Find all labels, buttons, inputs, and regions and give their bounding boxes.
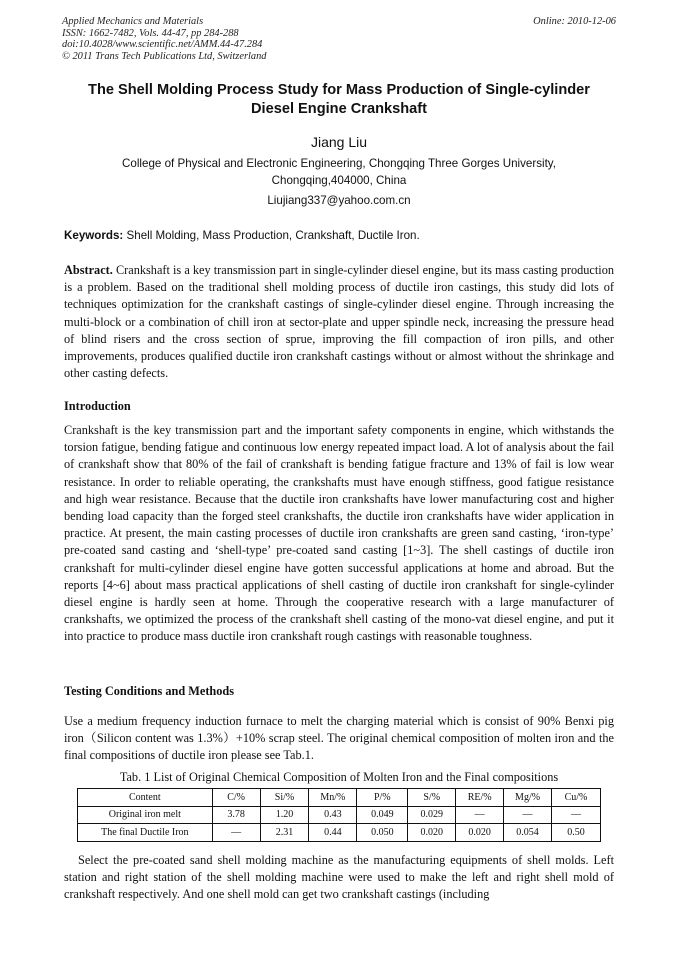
abstract-label: Abstract. [64, 263, 113, 277]
journal-header [62, 16, 266, 62]
table-cell: 2.31 [260, 824, 309, 842]
table-header-row [78, 789, 601, 807]
table-cell: 0.50 [552, 824, 601, 842]
composition-table [77, 788, 601, 842]
affiliation-line-2: Chongqing,404000, China [271, 173, 407, 187]
table-header-cell: S/% [408, 789, 456, 807]
title-line-1: The Shell Molding Process Study for Mass Production of Single-cylinder [88, 82, 590, 98]
table-row [78, 824, 601, 842]
author-name: Jiang Liu [310, 134, 368, 150]
table-cell: 0.43 [309, 806, 357, 824]
testing-heading: Testing Conditions and Methods [64, 684, 235, 698]
table-cell: 0.054 [504, 824, 552, 842]
title-line-2: Diesel Engine Crankshaft [251, 101, 427, 117]
paper-title [40, 81, 638, 119]
abstract-text: Crankshaft is a key transmission part in single-cylinder diesel engine, but its mass casting production is a problem. Based on the traditional shell molding process of ductile iron castings, this study did lots of techniques optimization for the crankshaft castings of single-cylinder diesel engine. Through increasing the multi-block or a combination of chill iron at sector-plate and upper spindle neck, increasing the pressure head of blind risers and the cross section of sprue, improving the fill compaction of iron pills, and other improvements, produces qualified ductile iron crankshaft castings without or almost without the shrinkage and other casting defects. [64, 263, 614, 381]
online-date: Online: 2010-12-06 [533, 16, 616, 27]
doi: doi:10.4028/www.scientific.net/AMM.44-47.284 [62, 39, 263, 50]
table-cell: 0.44 [309, 824, 357, 842]
table-row [78, 806, 601, 824]
affiliation [80, 156, 598, 189]
table-cell: — [552, 806, 601, 824]
table-header-cell: Si/% [260, 789, 309, 807]
table-cell: 0.049 [357, 806, 408, 824]
table-header-cell: Mn/% [309, 789, 357, 807]
keywords-label: Keywords: [64, 229, 124, 242]
testing-paragraph: Use a medium frequency induction furnace to melt the charging material which is consist of 90% Benxi pig iron（Silicon content was 1.3%）+10% scrap steel. The original chemical composition of molten iron and the final compositions of ductile iron please see Tab.1. [64, 714, 614, 763]
journal-name: Applied Mechanics and Materials [62, 16, 204, 27]
introduction-paragraph: Crankshaft is the key transmission part and the important safety components in engine, which withstands the torsion fatigue, bending fatigue and continuous low energy repeated impact load. A lot of analysis about the fail of crankshaft show that 80% of the fail of crankshaft is bending fatigue fracture and 13% of fail is low wear resistance. In order to reliable operating, the crankshafts must have enough stiffness, good fatigue resistance and high wear resistance. Because that the ductile iron crankshafts have lower manufacturing cost and higher bending load capacity than the forged steel crankshafts, the ductile iron crankshafts have wider application in practice. At present, the main casting processes of ductile iron crankshafts are green sand casting, ‘iron-type’ pre-coated sand casting and ‘shell-type’ pre-coated sand casting [1~3]. The shell castings of ductile iron crankshaft for multi-cylinder diesel engine have gotten successful applications at home and abroad. But the reports [4~6] about mass practical applications of shell casting of ductile iron crankshaft for single-cylinder diesel engine is hardly seen at home. Through the cooperative research with a large manufacturer of crankshafts, we optimized the process of the crankshaft shell casting of the mono-vat diesel engine, and put it into practice to produce mass ductile iron crankshaft rough castings with reasonable toughness. [64, 423, 614, 644]
affiliation-line-1: College of Physical and Electronic Engineering, Chongqing Three Gorges University, [122, 157, 556, 170]
table-cell: — [212, 824, 260, 842]
table-caption: Tab. 1 List of Original Chemical Composition of Molten Iron and the Final compositions [119, 770, 559, 784]
table-header-cell: C/% [212, 789, 260, 807]
table-header-cell: Cu/% [552, 789, 601, 807]
table-header-cell: Mg/% [504, 789, 552, 807]
introduction-heading: Introduction [64, 399, 131, 413]
copyright: © 2011 Trans Tech Publications Ltd, Switzerland [62, 50, 267, 62]
table-header-cell: RE/% [456, 789, 504, 807]
table-header-cell: P/% [357, 789, 408, 807]
table-cell: 3.78 [212, 806, 260, 824]
table-cell: 0.020 [408, 824, 456, 842]
table-cell: 0.020 [456, 824, 504, 842]
keywords [64, 229, 420, 242]
issn: ISSN: 1662-7482, Vols. 44-47, pp 284-288 [62, 27, 239, 39]
table-cell: — [504, 806, 552, 824]
table-header-cell: Content [78, 789, 213, 807]
table-cell: 0.050 [357, 824, 408, 842]
table-cell: The final Ductile Iron [78, 824, 213, 842]
abstract-paragraph [64, 262, 614, 382]
table-cell: 1.20 [260, 806, 309, 824]
closing-paragraph: Select the pre-coated sand shell molding machine as the manufacturing equipments of shell molds. Left station and right station of the shell molding machine were used to make the left and right shell mold of crankshaft respectively. And one shell mold can get two crankshaft castings (including [64, 853, 614, 902]
author-email: Liujiang337@yahoo.com.cn [267, 194, 411, 207]
table-cell: 0.029 [408, 806, 456, 824]
table-cell: — [456, 806, 504, 824]
table-cell: Original iron melt [78, 806, 213, 824]
keywords-text: Shell Molding, Mass Production, Crankshaft, Ductile Iron. [126, 229, 420, 242]
